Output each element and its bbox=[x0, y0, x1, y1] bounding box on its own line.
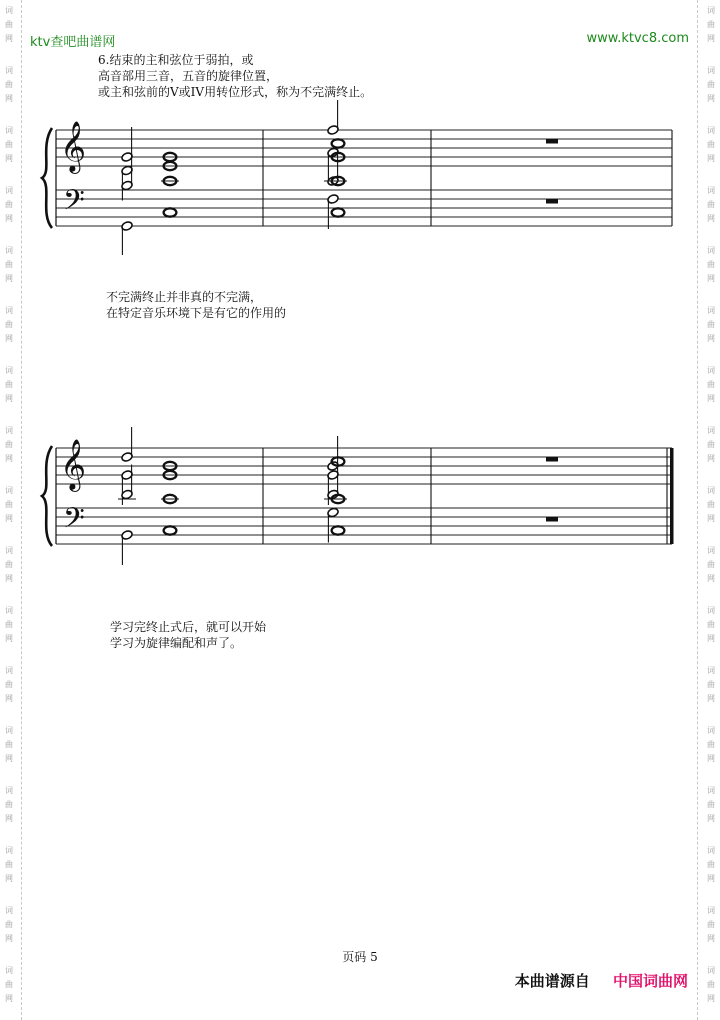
watermark-glyph: 曲 bbox=[707, 140, 715, 149]
whole-note bbox=[164, 208, 177, 216]
treble-clef: 𝄞 bbox=[60, 121, 87, 172]
watermark-glyph: 词 bbox=[707, 966, 715, 975]
watermark-glyph: 曲 bbox=[707, 680, 715, 689]
treble-clef: 𝄞 bbox=[60, 439, 87, 490]
watermark-glyph: 曲 bbox=[5, 200, 13, 209]
watermark-glyph: 网 bbox=[707, 694, 715, 703]
watermark-glyph: 网 bbox=[5, 394, 13, 403]
watermark-glyph: 网 bbox=[5, 934, 13, 943]
watermark-glyph: 网 bbox=[707, 94, 715, 103]
watermark-glyph: 网 bbox=[707, 214, 715, 223]
watermark-glyph: 词 bbox=[707, 426, 715, 435]
watermark-glyph: 网 bbox=[5, 814, 13, 823]
watermark-glyph: 词 bbox=[707, 486, 715, 495]
watermark-glyph: 网 bbox=[707, 934, 715, 943]
header-site-link[interactable]: ktv查吧曲谱网 bbox=[30, 35, 116, 50]
watermark-glyph: 曲 bbox=[5, 20, 13, 29]
watermark-glyph: 曲 bbox=[5, 740, 13, 749]
bass-clef: 𝄢 bbox=[63, 502, 85, 542]
intro-line: 高音部用三音，五音的旋律位置， bbox=[98, 69, 279, 83]
watermark-glyph: 词 bbox=[5, 546, 13, 555]
watermark-glyph: 词 bbox=[5, 186, 13, 195]
score-system-2 bbox=[0, 418, 720, 573]
final-barline-thick bbox=[670, 448, 674, 544]
whole-rest bbox=[546, 517, 558, 522]
watermark-glyph: 曲 bbox=[707, 740, 715, 749]
watermark-glyph: 曲 bbox=[707, 500, 715, 509]
watermark-glyph: 曲 bbox=[5, 860, 13, 869]
watermark-glyph: 词 bbox=[5, 6, 13, 15]
watermark-glyph: 曲 bbox=[5, 440, 13, 449]
whole-rest bbox=[546, 457, 558, 462]
bass-clef: 𝄢 bbox=[63, 184, 85, 224]
watermark-glyph: 词 bbox=[5, 486, 13, 495]
note-line: 不完满终止并非真的不完满， bbox=[106, 290, 263, 304]
watermark-glyph: 曲 bbox=[5, 920, 13, 929]
watermark-glyph: 网 bbox=[707, 754, 715, 763]
watermark-glyph: 词 bbox=[707, 366, 715, 375]
watermark-glyph: 曲 bbox=[5, 140, 13, 149]
watermark-glyph: 词 bbox=[5, 246, 13, 255]
footer-attribution bbox=[515, 970, 688, 991]
watermark-glyph: 曲 bbox=[707, 320, 715, 329]
watermark-glyph: 网 bbox=[5, 34, 13, 43]
watermark-glyph: 网 bbox=[707, 34, 715, 43]
note-line: 学习为旋律编配和声了。 bbox=[110, 636, 243, 650]
watermark-glyph: 曲 bbox=[707, 920, 715, 929]
watermark-glyph: 网 bbox=[707, 574, 715, 583]
watermark-glyph: 词 bbox=[5, 66, 13, 75]
whole-rest bbox=[546, 199, 558, 204]
watermark-glyph: 网 bbox=[5, 274, 13, 283]
page-number: 页码 5 bbox=[342, 950, 378, 964]
watermark-glyph: 网 bbox=[5, 994, 13, 1003]
watermark-glyph: 曲 bbox=[5, 380, 13, 389]
watermark-glyph: 词 bbox=[5, 906, 13, 915]
note-line: 学习完终止式后，就可以开始 bbox=[110, 620, 267, 634]
whole-note bbox=[164, 526, 177, 534]
watermark-glyph: 曲 bbox=[707, 980, 715, 989]
watermark-glyph: 曲 bbox=[5, 500, 13, 509]
watermark-glyph: 网 bbox=[5, 694, 13, 703]
watermark-glyph: 网 bbox=[5, 574, 13, 583]
watermark-glyph: 词 bbox=[707, 786, 715, 795]
watermark-glyph: 词 bbox=[707, 186, 715, 195]
watermark-glyph: 网 bbox=[5, 454, 13, 463]
watermark-glyph: 曲 bbox=[707, 440, 715, 449]
watermark-glyph: 曲 bbox=[5, 800, 13, 809]
watermark-glyph: 网 bbox=[707, 994, 715, 1003]
watermark-glyph: 网 bbox=[5, 634, 13, 643]
watermark-glyph: 曲 bbox=[5, 560, 13, 569]
watermark-glyph: 曲 bbox=[707, 20, 715, 29]
watermark-glyph: 曲 bbox=[5, 80, 13, 89]
watermark-glyph: 网 bbox=[5, 154, 13, 163]
watermark-glyph: 曲 bbox=[707, 380, 715, 389]
whole-note bbox=[332, 526, 345, 534]
watermark-glyph: 网 bbox=[707, 154, 715, 163]
whole-note bbox=[332, 208, 345, 216]
watermark-glyph: 词 bbox=[5, 126, 13, 135]
watermark-glyph: 曲 bbox=[707, 200, 715, 209]
watermark-glyph: 曲 bbox=[5, 980, 13, 989]
watermark-glyph: 网 bbox=[707, 454, 715, 463]
watermark-glyph: 词 bbox=[5, 846, 13, 855]
watermark-glyph: 词 bbox=[707, 846, 715, 855]
watermark-glyph: 词 bbox=[707, 906, 715, 915]
watermark-glyph: 网 bbox=[707, 274, 715, 283]
watermark-glyph: 网 bbox=[707, 874, 715, 883]
watermark-glyph: 词 bbox=[5, 786, 13, 795]
watermark-glyph: 曲 bbox=[707, 620, 715, 629]
watermark-glyph: 词 bbox=[5, 966, 13, 975]
watermark-glyph: 曲 bbox=[5, 320, 13, 329]
watermark-glyph: 词 bbox=[707, 246, 715, 255]
intro-line: 6.结束的主和弦位于弱拍，或 bbox=[98, 53, 254, 67]
watermark-glyph: 网 bbox=[707, 514, 715, 523]
watermark-glyph: 曲 bbox=[707, 80, 715, 89]
watermark-glyph: 网 bbox=[707, 634, 715, 643]
watermark-glyph: 词 bbox=[5, 606, 13, 615]
watermark-glyph: 词 bbox=[5, 306, 13, 315]
watermark-glyph: 词 bbox=[5, 726, 13, 735]
score-system-1 bbox=[0, 100, 720, 255]
watermark-glyph: 词 bbox=[5, 426, 13, 435]
note-text-2 bbox=[110, 619, 266, 651]
watermark-glyph: 网 bbox=[707, 394, 715, 403]
whole-note bbox=[332, 139, 345, 147]
system-brace bbox=[42, 128, 52, 228]
watermark-glyph: 词 bbox=[707, 546, 715, 555]
watermark-glyph: 曲 bbox=[5, 680, 13, 689]
watermark-glyph: 曲 bbox=[707, 260, 715, 269]
note-text-1 bbox=[106, 289, 286, 321]
header-url-link[interactable]: www.ktvc8.com bbox=[586, 31, 689, 46]
watermark-glyph: 网 bbox=[5, 874, 13, 883]
watermark-glyph: 词 bbox=[5, 666, 13, 675]
watermark-glyph: 词 bbox=[707, 606, 715, 615]
intro-text bbox=[98, 52, 372, 100]
watermark-glyph: 网 bbox=[5, 754, 13, 763]
watermark-glyph: 曲 bbox=[707, 560, 715, 569]
footer-site-link[interactable]: 中国词曲网 bbox=[612, 972, 688, 990]
watermark-glyph: 词 bbox=[707, 126, 715, 135]
watermark-glyph: 词 bbox=[5, 366, 13, 375]
watermark-glyph: 网 bbox=[5, 514, 13, 523]
footer-source-label: 本曲谱源自 bbox=[514, 972, 590, 990]
watermark-glyph: 词 bbox=[707, 306, 715, 315]
watermark-glyph: 网 bbox=[5, 214, 13, 223]
note-line: 在特定音乐环境下是有它的作用的 bbox=[106, 306, 287, 320]
watermark-glyph: 网 bbox=[707, 334, 715, 343]
watermark-glyph: 词 bbox=[707, 666, 715, 675]
watermark-glyph: 词 bbox=[707, 726, 715, 735]
watermark-glyph: 曲 bbox=[5, 260, 13, 269]
intro-line: 或主和弦前的V或IV用转位形式，称为不完满终止。 bbox=[98, 85, 373, 99]
watermark-glyph: 词 bbox=[707, 66, 715, 75]
watermark-glyph: 曲 bbox=[707, 800, 715, 809]
whole-rest bbox=[546, 139, 558, 144]
watermark-glyph: 网 bbox=[5, 94, 13, 103]
watermark-glyph: 曲 bbox=[707, 860, 715, 869]
watermark-glyph: 词 bbox=[707, 6, 715, 15]
watermark-glyph: 网 bbox=[707, 814, 715, 823]
watermark-glyph: 网 bbox=[5, 334, 13, 343]
watermark-glyph: 曲 bbox=[5, 620, 13, 629]
system-brace bbox=[42, 446, 52, 546]
